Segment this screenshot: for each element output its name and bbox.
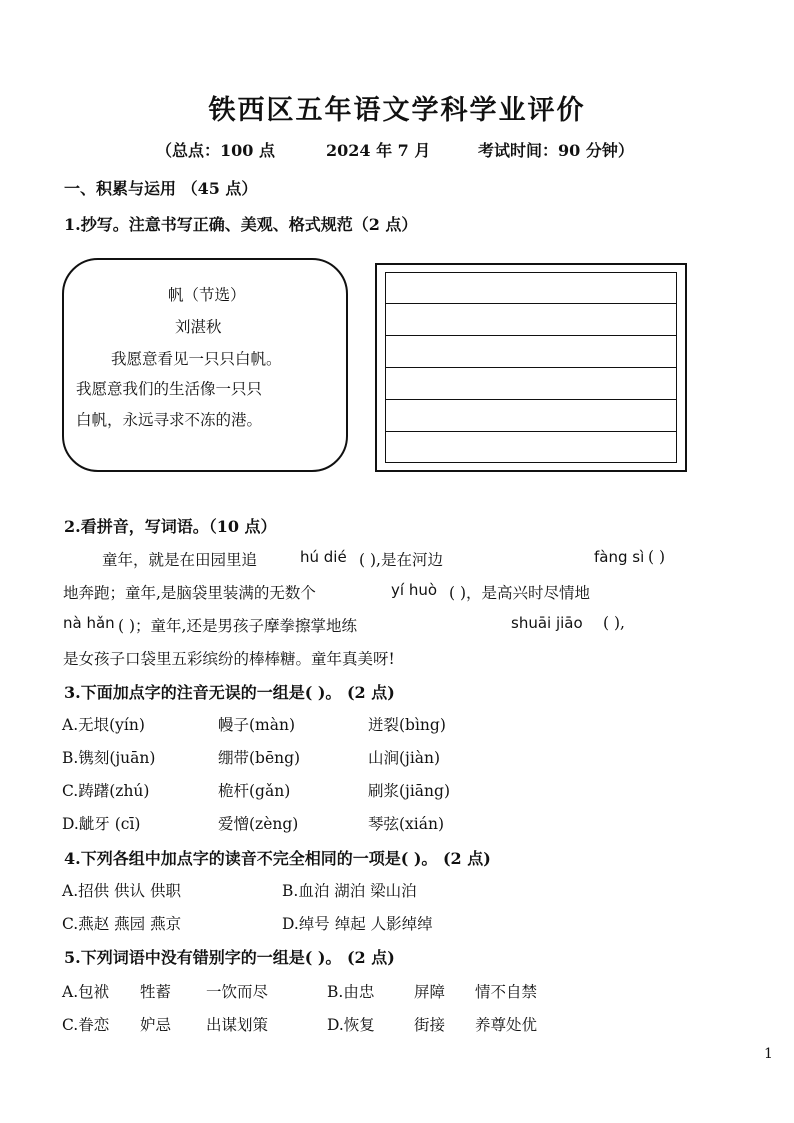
poem-line: 白帆，永远寻求不冻的港。 [76, 411, 263, 429]
option-text: D.龇牙 (cī) [62, 815, 141, 833]
poem-title: 帆（节选） [168, 286, 246, 304]
q3-option-b[interactable] [62, 746, 155, 768]
q3-word: 桅杆(gǎn) [218, 782, 291, 800]
q3-word: 迸裂(bìng) [368, 716, 446, 734]
q5-word: 街接 [414, 1016, 446, 1034]
q3-word: 幔子(màn) [218, 716, 296, 734]
q5-word: 情不自禁 [475, 983, 538, 1001]
pinyin: yí huò [391, 581, 438, 599]
q2-text: 童年，就是在田园里追 [102, 551, 258, 569]
poem-line: 我愿意看见一只只白帆。 [111, 350, 282, 368]
q5-word: 妒忌 [140, 1016, 172, 1034]
q5-heading: 5.下列词语中没有错别字的一组是( )。 (2 点) [64, 948, 395, 967]
writing-line [386, 431, 676, 432]
q5-word: 养尊处优 [475, 1016, 538, 1034]
answer-blank[interactable]: ( ) [648, 548, 666, 566]
writing-line [386, 367, 676, 368]
q5-word: 出谋划策 [206, 1016, 269, 1034]
q5-option-b[interactable]: B.由忠 [327, 983, 375, 1001]
q5-option-d[interactable]: D.恢复 [327, 1016, 375, 1034]
q5-word: 屏障 [414, 983, 446, 1001]
q5-option-c[interactable]: C.眷恋 [62, 1016, 110, 1034]
q3-word: 刷浆(jiāng) [368, 782, 451, 800]
q4-option-a[interactable]: A.招供 供认 供职 [62, 882, 181, 900]
answer-blank[interactable]: ( ),是在河边 [359, 551, 443, 569]
page-number: 1 [764, 1046, 773, 1062]
writing-line [386, 399, 676, 400]
q2-text: 是女孩子口袋里五彩缤纷的棒棒糖。童年真美呀! [63, 650, 395, 668]
q5-word: 一饮而尽 [206, 983, 269, 1001]
poem-box [62, 258, 348, 472]
q3-option-a[interactable] [62, 713, 145, 735]
poem-line: 我愿意我们的生活像一只只 [76, 380, 263, 398]
q4-heading: 4.下列各组中加点字的读音不完全相同的一项是( )。 (2 点) [64, 849, 491, 868]
q3-option-c[interactable] [62, 779, 149, 801]
poem-author: 刘湛秋 [175, 318, 222, 336]
q3-word: 琴弦(xián) [368, 815, 445, 833]
q5-option-a[interactable]: A.包袱 [62, 983, 110, 1001]
q3-word: 山涧(jiàn) [368, 749, 441, 767]
option-text: C.踌躇(zhú) [62, 782, 150, 800]
q4-option-d[interactable]: D.绰号 绰起 人影绰绰 [282, 915, 433, 933]
exam-time: 考试时间：90 分钟） [478, 141, 634, 160]
option-text: B.镌刻(juān) [62, 749, 156, 767]
page-title: 铁西区五年语文学科学业评价 [208, 95, 586, 126]
q5-word: 牲蓄 [140, 983, 172, 1001]
q3-word: 爱憎(zèng) [218, 815, 299, 833]
q3-word: 绷带(bēng) [218, 749, 301, 767]
copy-writing-grid[interactable] [375, 263, 687, 472]
q4-option-c[interactable]: C.燕赵 燕园 燕京 [62, 915, 182, 933]
writing-lines [385, 272, 677, 463]
pinyin: hú dié [300, 548, 347, 566]
q3-heading: 3.下面加点字的注音无误的一组是( )。 (2 点) [64, 683, 395, 702]
writing-line [386, 303, 676, 304]
answer-blank[interactable]: ( )，是高兴时尽情地 [449, 584, 591, 602]
q2-heading: 2.看拼音，写词语。（10 点） [64, 517, 277, 536]
q2-text: 地奔跑；童年,是脑袋里装满的无数个 [63, 584, 316, 602]
pinyin: shuāi jiāo [511, 614, 583, 632]
pinyin: nà hǎn [63, 614, 115, 632]
answer-blank[interactable]: ( ), [603, 614, 625, 632]
option-text: A.无垠(yín) [62, 716, 145, 734]
q1-heading: 1.抄写。注意书写正确、美观、格式规范（2 点） [64, 215, 418, 234]
q3-option-d[interactable] [62, 812, 140, 834]
pinyin: fàng sì [594, 548, 645, 566]
exam-date: 2024 年 7 月 [326, 141, 431, 160]
writing-line [386, 335, 676, 336]
q4-option-b[interactable]: B.血泊 湖泊 梁山泊 [282, 882, 417, 900]
section-heading: 一、积累与运用 （45 点） [64, 179, 258, 198]
total-score: （总点：100 点 [156, 141, 275, 160]
answer-blank[interactable]: ( )；童年,还是男孩子摩拳擦掌地练 [118, 617, 357, 635]
